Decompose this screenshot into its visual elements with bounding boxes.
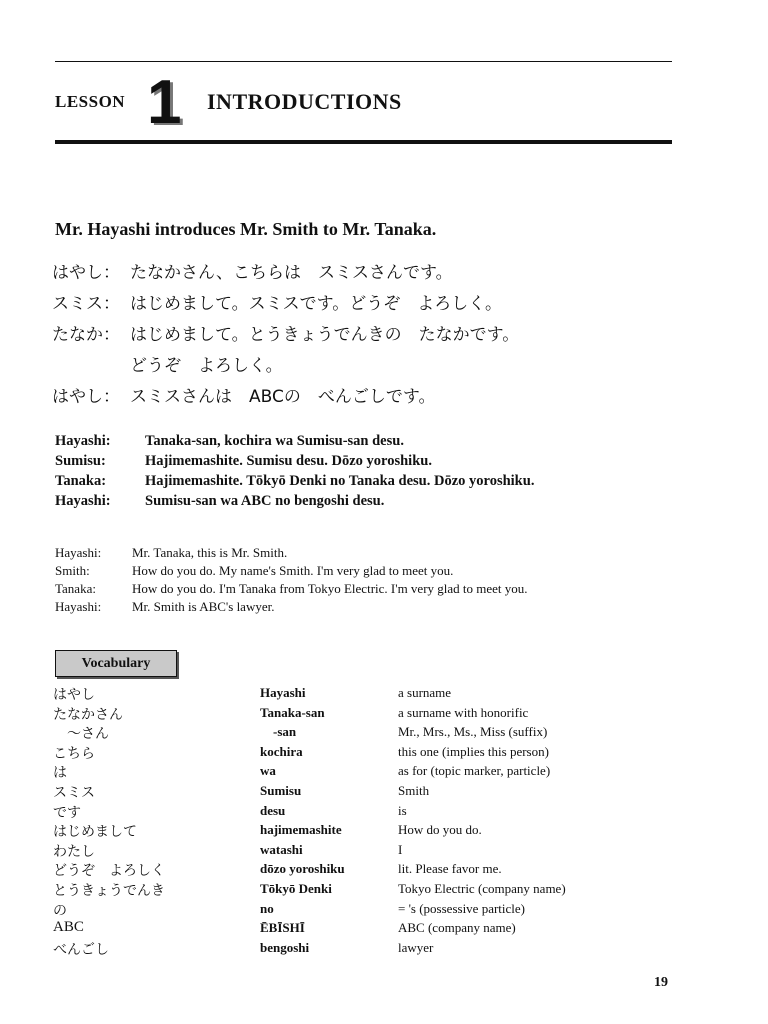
vocab-row — [53, 683, 693, 703]
vocab-row — [53, 761, 693, 781]
top-rule — [55, 61, 672, 62]
vocab-japanese: たなかさん — [53, 706, 123, 723]
vocab-japanese: わたし — [53, 843, 95, 860]
vocab-row — [53, 918, 693, 938]
vocab-row — [53, 722, 693, 742]
vocab-romaji: Tōkyō Denki — [260, 880, 332, 896]
english-line-text: How do you do. My name's Smith. I'm very glad to meet you. — [132, 563, 454, 578]
romaji-speaker: Tanaka: — [55, 473, 107, 489]
vocab-japanese: どうぞ よろしく — [53, 863, 165, 880]
english-speaker: Tanaka: — [55, 581, 96, 596]
english-speaker: Hayashi: — [55, 545, 102, 560]
jp-line-text: はじめまして。とうきょうでんきの たなかです。 — [130, 325, 520, 345]
romaji-speaker: Hayashi: — [55, 433, 111, 449]
vocab-japanese: べんごし — [53, 941, 109, 958]
jp-speaker: はやし： — [52, 387, 120, 407]
vocab-english: ABC (company name) — [398, 920, 516, 936]
vocab-row — [53, 781, 693, 801]
vocab-row — [53, 820, 693, 840]
jp-speaker: はやし： — [52, 263, 120, 283]
vocab-row — [53, 742, 693, 762]
vocab-romaji: ĒBĪSHĪ — [260, 920, 305, 936]
vocab-japanese: ABC — [53, 919, 84, 936]
vocab-english: lawyer — [398, 939, 434, 955]
vocab-english: Smith — [398, 782, 430, 798]
vocab-romaji: no — [260, 900, 274, 916]
romaji-line-text: Hajimemashite. Sumisu desu. Dōzo yoroshiku. — [145, 453, 432, 469]
vocab-english: a surname with honorific — [398, 704, 529, 720]
vocab-row — [53, 703, 693, 723]
vocab-romaji: bengoshi — [260, 939, 310, 955]
vocab-english: Mr., Mrs., Ms., Miss (suffix) — [398, 724, 548, 740]
vocab-row — [53, 801, 693, 821]
vocab-romaji: Sumisu — [260, 782, 302, 798]
jp-line-text: はじめまして。スミスです。どうぞ よろしく。 — [130, 294, 502, 314]
vocab-japanese: とうきょうでんき — [53, 882, 165, 899]
romaji-line-text: Hajimemashite. Tōkyō Denki no Tanaka desu. Dōzo yoroshiku. — [145, 473, 535, 489]
vocab-japanese: です — [53, 804, 81, 821]
vocab-row — [53, 879, 693, 899]
vocab-romaji: kochira — [260, 743, 303, 759]
vocab-japanese: はじめまして — [53, 824, 137, 841]
lesson-label: LESSON — [55, 92, 126, 111]
vocab-english: as for (topic marker, particle) — [398, 763, 551, 779]
vocab-romaji: hajimemashite — [260, 822, 342, 838]
vocab-english: is — [398, 802, 407, 818]
vocab-romaji: desu — [260, 802, 286, 818]
vocab-row — [53, 840, 693, 860]
jp-line-text: たなかさん、こちらは スミスさんです。 — [130, 263, 453, 283]
romaji-speaker: Sumisu: — [55, 453, 106, 469]
romaji-speaker: Hayashi: — [55, 493, 111, 509]
english-line-text: Mr. Smith is ABC's lawyer. — [132, 599, 275, 614]
english-speaker: Hayashi: — [55, 599, 102, 614]
vocab-row — [53, 938, 693, 958]
vocab-english: = 's (possessive particle) — [398, 900, 526, 916]
romaji-line-text: Tanaka-san, kochira wa Sumisu-san desu. — [145, 433, 404, 449]
intro-line: Mr. Hayashi introduces Mr. Smith to Mr. Tanaka. — [55, 219, 437, 239]
jp-speaker: スミス： — [52, 294, 120, 314]
english-line-text: How do you do. I'm Tanaka from Tokyo Electric. I'm very glad to meet you. — [132, 581, 528, 596]
vocab-english: I — [398, 841, 403, 857]
vocab-japanese: 〜さん — [53, 726, 109, 743]
lesson-title: INTRODUCTIONS — [207, 89, 402, 114]
vocab-romaji: Hayashi — [260, 685, 306, 700]
vocabulary-list — [53, 683, 693, 957]
vocabulary-heading: Vocabulary — [55, 650, 177, 677]
vocab-romaji: -san — [273, 724, 297, 740]
vocab-english: lit. Please favor me. — [398, 861, 502, 877]
english-speaker: Smith: — [55, 563, 90, 578]
page-number: 19 — [654, 975, 668, 990]
vocab-japanese: はやし — [53, 687, 95, 703]
lesson-number: 1 — [147, 68, 182, 137]
vocab-japanese: こちら — [53, 745, 95, 762]
vocab-romaji: dōzo yoroshiku — [260, 861, 345, 877]
vocab-row — [53, 859, 693, 879]
vocab-row — [53, 899, 693, 919]
vocab-english: this one (implies this person) — [398, 743, 549, 759]
vocab-japanese: は — [53, 765, 67, 782]
vocab-romaji: watashi — [260, 841, 303, 857]
jp-line-text: スミスさんは ABCの べんごしです。 — [130, 387, 436, 407]
romaji-line-text: Sumisu-san wa ABC no bengoshi desu. — [145, 493, 385, 509]
vocab-japanese: の — [53, 902, 67, 919]
vocab-english: a surname — [398, 685, 452, 700]
vocab-romaji: Tanaka-san — [260, 704, 325, 720]
header-rule — [55, 140, 672, 144]
english-line-text: Mr. Tanaka, this is Mr. Smith. — [132, 545, 288, 560]
vocab-english: How do you do. — [398, 822, 482, 838]
vocab-romaji: wa — [260, 763, 276, 779]
jp-line-text: どうぞ よろしく。 — [130, 356, 283, 376]
vocab-english: Tokyo Electric (company name) — [398, 880, 566, 896]
vocab-japanese: スミス — [53, 784, 95, 801]
jp-speaker: たなか： — [52, 325, 120, 345]
